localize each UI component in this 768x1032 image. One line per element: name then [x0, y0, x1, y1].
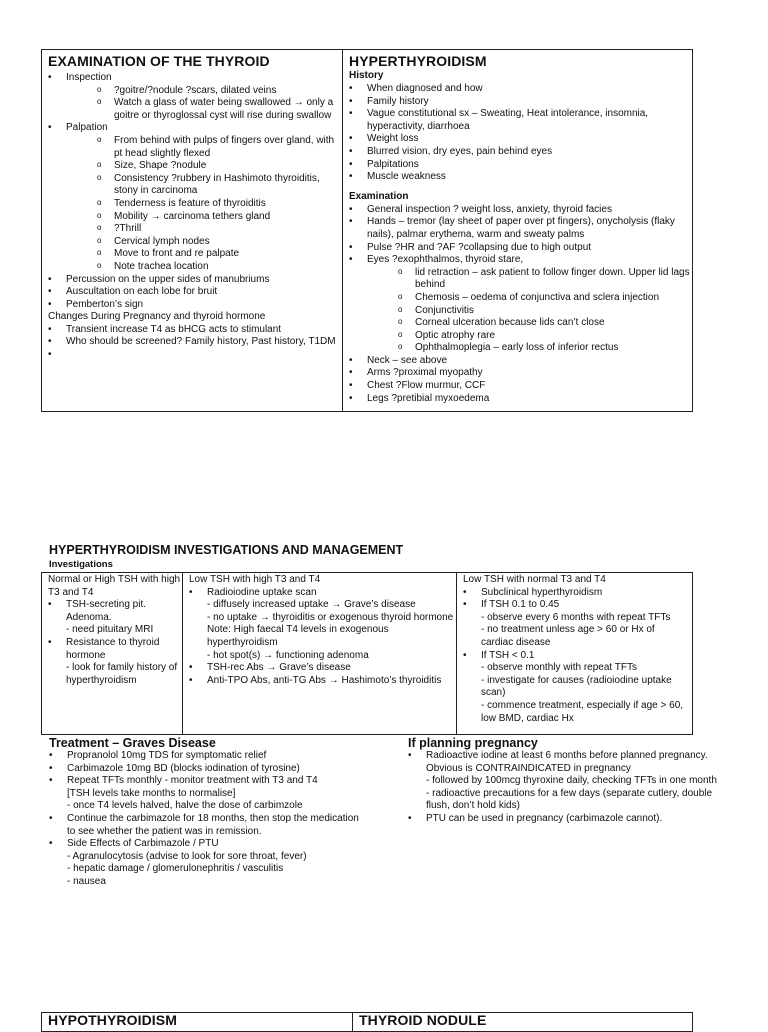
- exam-hyper-table: [41, 49, 693, 412]
- hyper-column: [343, 50, 693, 411]
- list-item: o ?Thrill: [90, 223, 342, 236]
- list-item: o Chemosis – oedema of conjunctiva and sclera injection: [391, 292, 693, 305]
- pregnancy-section: [402, 736, 722, 826]
- list-item: • General inspection ? weight loss, anxiety, thyroid facies: [343, 204, 693, 217]
- exam-column: [42, 50, 342, 411]
- list-item: o lid retraction – ask patient to follow finger down. Upper lid lags behind: [391, 267, 693, 292]
- exam-inspection-list: [42, 72, 342, 311]
- palpation-label: Palpation: [66, 122, 108, 134]
- list-item: • Who should be screened? Family history, Past history, T1DM: [42, 336, 342, 349]
- pregnancy-heading: Changes During Pregnancy and thyroid hormone: [48, 311, 266, 323]
- list-item: • Carbimazole 10mg BD (blocks iodination of tyrosine): [43, 763, 363, 776]
- list-item: • Blurred vision, dry eyes, pain behind eyes: [343, 146, 693, 159]
- list-item: • Chest ?Flow murmur, CCF: [343, 380, 693, 393]
- list-item: o Consistency ?rubbery in Hashimoto thyroiditis, stony in carcinoma: [90, 173, 342, 198]
- list-item: o Move to front and re palpate: [90, 248, 342, 261]
- list-item: • PTU can be used in pregnancy (carbimazole cannot).: [402, 813, 722, 826]
- hyper-title: HYPERTHYROIDISM: [349, 53, 487, 69]
- eyes-item: [343, 254, 693, 355]
- pregnancy-list: [42, 324, 342, 362]
- exam-heading: Examination: [349, 190, 409, 202]
- treatment-title: Treatment – Graves Disease: [49, 736, 216, 750]
- eyes-label: Eyes ?exophthalmos, thyroid stare,: [367, 254, 524, 266]
- inv-col-3: [457, 573, 693, 734]
- investigations-subtitle: Investigations: [49, 559, 113, 570]
- inv-col-2: [183, 573, 456, 734]
- list-item: o Corneal ulceration because lids can’t close: [391, 317, 693, 330]
- list-item: • Auscultation on each lobe for bruit: [42, 286, 342, 299]
- list-item: • Hands – tremor (lay sheet of paper over pt fingers), onycholysis (flaky nails), palmar erythema, warm and sweaty palms: [343, 216, 693, 241]
- list-item: o From behind with pulps of fingers over gland, with pt head slightly flexed: [90, 135, 342, 160]
- inv-col-1: [42, 573, 182, 734]
- list-item: • If TSH < 0.1 - observe monthly with repeat TFTs - investigate for causes (radioiodine uptake scan) - commence treatment, especially if age > 60, low BMD, cardiac Hx: [457, 650, 689, 726]
- thyroid-nodule-title: THYROID NODULE: [359, 1012, 487, 1028]
- list-item: • If TSH 0.1 to 0.45 - observe every 6 months with repeat TFTs - no treatment unless age > 60 or Hx of cardiac disease: [457, 599, 689, 649]
- list-item: o Cervical lymph nodes: [90, 236, 342, 249]
- list-item: • TSH-secreting pit. Adenoma. - need pituitary MRI: [42, 599, 182, 637]
- inv-col1-heading: Normal or High TSH with high T3 and T4: [48, 574, 181, 598]
- list-item: • When diagnosed and how: [343, 83, 693, 96]
- list-item: • Vague constitutional sx – Sweating, Heat intolerance, insomnia, hyperactivity, diarrhoea: [343, 108, 693, 133]
- exam-title: EXAMINATION OF THE THYROID: [48, 53, 270, 69]
- list-item: • Transient increase T4 as bHCG acts to stimulant: [42, 324, 342, 337]
- list-item: • Arms ?proximal myopathy: [343, 367, 693, 380]
- list-item: o Note trachea location: [90, 261, 342, 274]
- list-item: • Repeat TFTs monthly - monitor treatment with T3 and T4 [TSH levels take months to normalise] - once T4 levels halved, halve the dose of carbimzole: [43, 775, 363, 813]
- list-item: • Percussion on the upper sides of manubriums: [42, 274, 342, 287]
- list-item: o Ophthalmoplegia – early loss of inferior rectus: [391, 342, 693, 355]
- investigations-table: [41, 572, 693, 735]
- pregnancy-title: If planning pregnancy: [408, 736, 538, 750]
- list-item: • TSH-rec Abs → Grave’s disease: [183, 662, 456, 675]
- palpation-item: [42, 122, 342, 273]
- list-item: • Resistance to thyroid hormone - look for family history of hyperthyroidism: [42, 637, 182, 687]
- treatment-section: [43, 736, 363, 889]
- list-item: o Mobility → carcinoma tethers gland: [90, 211, 342, 224]
- list-item: • Subclinical hyperthyroidism: [457, 587, 689, 600]
- list-item: o Optic atrophy rare: [391, 330, 693, 343]
- history-list: [343, 83, 693, 184]
- list-item: • Pulse ?HR and ?AF ?collapsing due to high output: [343, 242, 693, 255]
- list-item: • Continue the carbimazole for 18 months, then stop the medication to see whether the patient was in remission.: [43, 813, 363, 838]
- list-item: • Propranolol 10mg TDS for symptomatic relief: [43, 750, 363, 763]
- list-item: o ?goitre/?nodule ?scars, dilated veins: [90, 85, 342, 98]
- treatment-list: [43, 750, 363, 889]
- list-item: o Conjunctivitis: [391, 305, 693, 318]
- list-item: • Legs ?pretibial myxoedema: [343, 393, 693, 406]
- inv-col2-heading: Low TSH with high T3 and T4: [189, 574, 321, 585]
- list-item: o Size, Shape ?nodule: [90, 160, 342, 173]
- bottom-table: [41, 1012, 693, 1032]
- history-heading: History: [349, 70, 384, 81]
- list-item: • Radioiodine uptake scan - diffusely increased uptake → Grave’s disease - no uptake → thyroiditis or exogenous thyroid hormone Note: High faecal T4 levels in exogenous hyperthyroidism - hot spot(s) → functioning adenoma: [183, 587, 456, 663]
- list-item: • Anti-TPO Abs, anti-TG Abs → Hashimoto’s thyroiditis: [183, 675, 456, 688]
- list-item: o Tenderness is feature of thyroiditis: [90, 198, 342, 211]
- list-item: • Neck – see above: [343, 355, 693, 368]
- pregnancy-plan-list: [402, 750, 722, 826]
- hyper-exam-list: [343, 204, 693, 406]
- inspection-item: [42, 72, 342, 122]
- hypothyroidism-title: HYPOTHYROIDISM: [48, 1012, 177, 1028]
- inv-col3-heading: Low TSH with normal T3 and T4: [463, 574, 606, 585]
- list-item: o Watch a glass of water being swallowed → only a goitre or thyroglossal cyst will rise during swallow: [90, 97, 342, 122]
- list-item: [42, 349, 342, 362]
- list-item: • Side Effects of Carbimazole / PTU - Agranulocytosis (advise to look for sore throat, fever) - hepatic damage / glomerulonephritis / vasculitis - nausea: [43, 838, 363, 888]
- list-item: • Muscle weakness: [343, 171, 693, 184]
- list-item: • Family history: [343, 96, 693, 109]
- list-item: • Radioactive iodine at least 6 months before planned pregnancy. Obvious is CONTRAINDICATED in pregnancy - followed by 100mcg thyroxine daily, checking TFTs in one month - radioactive precautions for a few days (separate cutlery, double flush, don’t hold kids): [402, 750, 722, 813]
- list-item: • Pemberton’s sign: [42, 299, 342, 312]
- inspection-label: Inspection: [66, 72, 112, 83]
- list-item: • Weight loss: [343, 133, 693, 146]
- list-item: • Palpitations: [343, 159, 693, 172]
- investigations-title: HYPERTHYROIDISM INVESTIGATIONS AND MANAGEMENT: [49, 543, 404, 557]
